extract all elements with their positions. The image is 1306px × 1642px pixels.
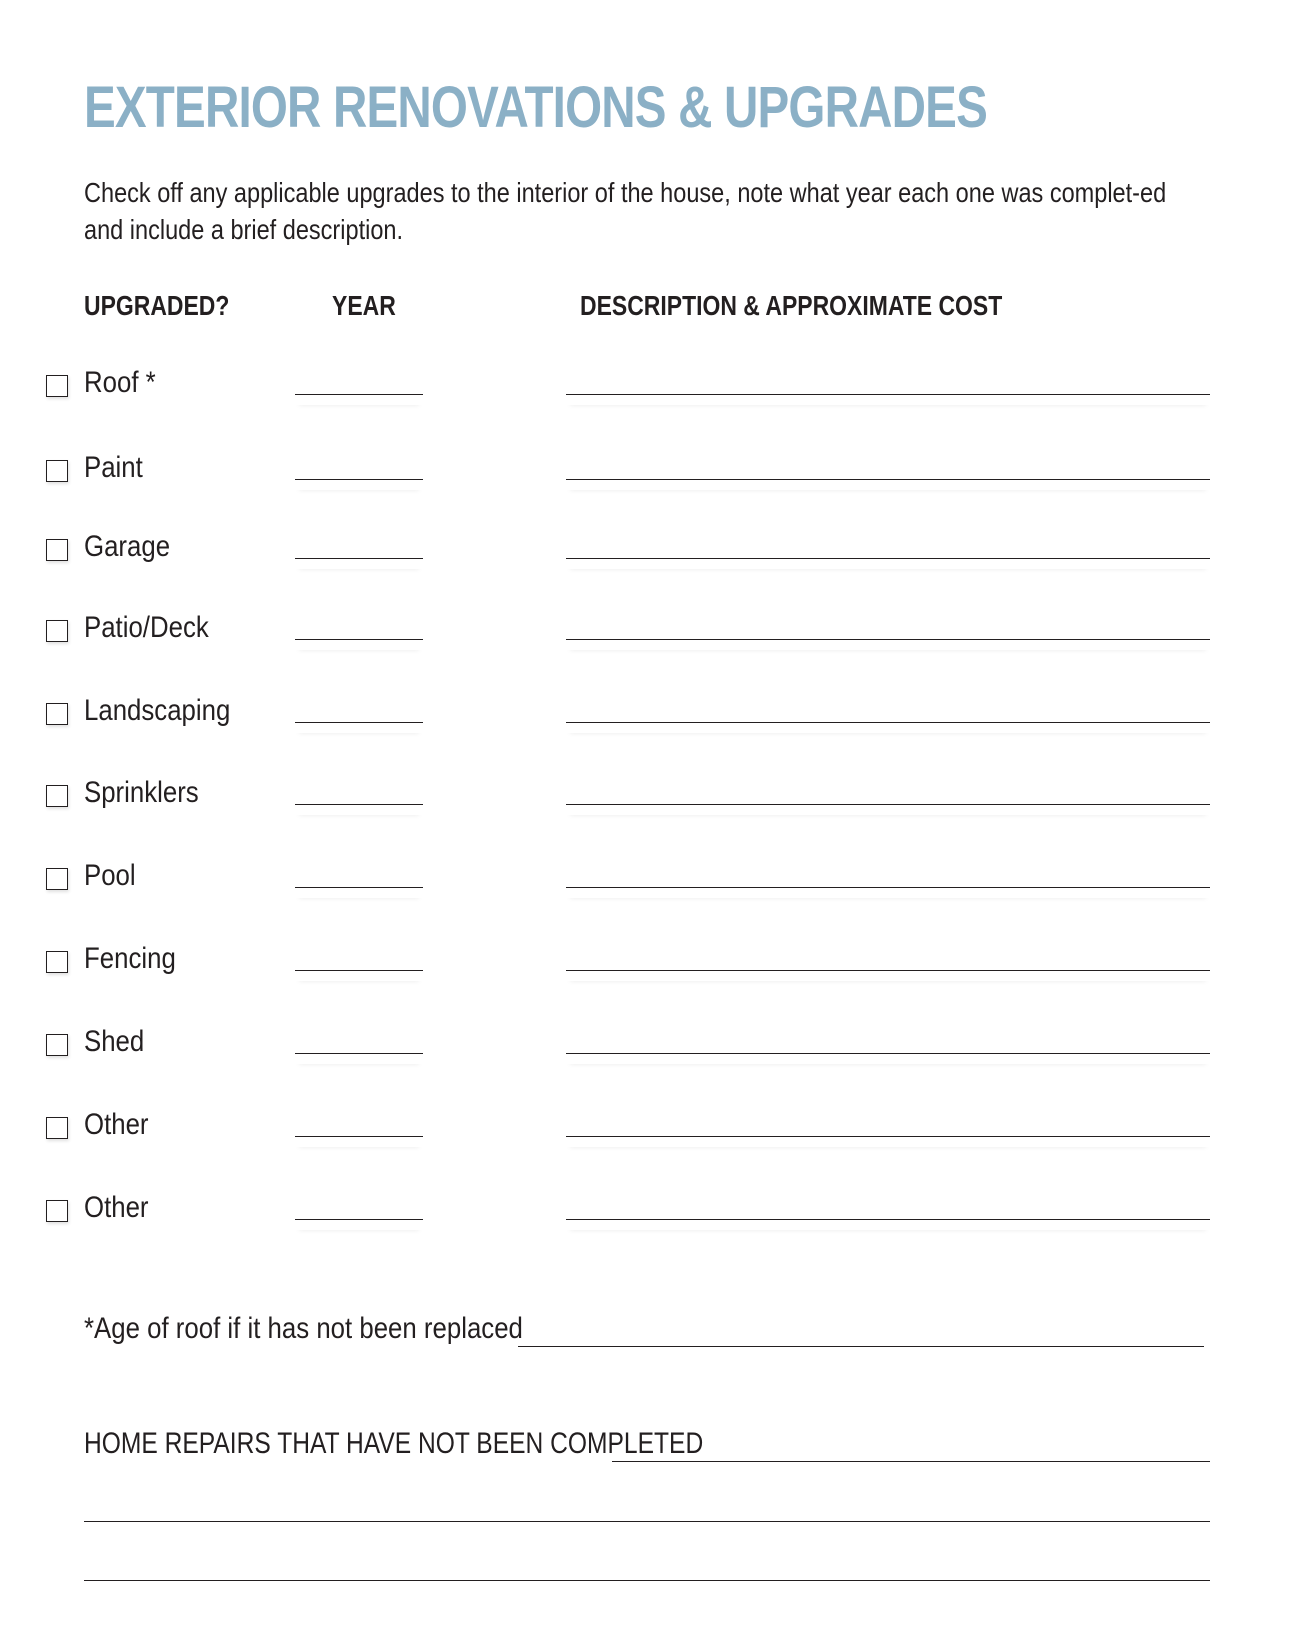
description-input-line[interactable]: [566, 970, 1210, 981]
roof-age-label: *Age of roof if it has not been replaced: [84, 1312, 523, 1345]
incomplete-repairs-label: HOME REPAIRS THAT HAVE NOT BEEN COMPLETED: [84, 1427, 704, 1460]
year-input-line[interactable]: [295, 887, 423, 898]
year-input-line[interactable]: [295, 970, 423, 981]
description-input-line[interactable]: [566, 479, 1210, 490]
upgrade-row-sprinklers: [0, 774, 1306, 824]
upgrade-label: Paint: [84, 451, 143, 484]
column-header-description: DESCRIPTION & APPROXIMATE COST: [580, 290, 1003, 321]
upgrade-row-other-1: [0, 1106, 1306, 1156]
upgrade-label: Roof *: [84, 366, 156, 399]
upgrade-row-other-2: [0, 1189, 1306, 1239]
upgrade-label: Fencing: [84, 942, 176, 975]
roof-age-input-line[interactable]: [518, 1346, 1204, 1347]
upgrade-label: Garage: [84, 530, 171, 563]
incomplete-repairs-input-line-3[interactable]: [84, 1580, 1210, 1581]
year-input-line[interactable]: [295, 1136, 423, 1147]
patio-deck-checkbox[interactable]: [46, 620, 68, 642]
year-input-line[interactable]: [295, 1219, 423, 1230]
column-header-upgraded: UPGRADED?: [84, 290, 230, 321]
upgrade-label: Pool: [84, 859, 136, 892]
garage-checkbox[interactable]: [46, 539, 68, 561]
description-input-line[interactable]: [566, 1219, 1210, 1230]
upgrade-row-fencing: [0, 940, 1306, 990]
year-input-line[interactable]: [295, 639, 423, 650]
pool-checkbox[interactable]: [46, 868, 68, 890]
year-input-line[interactable]: [295, 558, 423, 569]
sprinklers-checkbox[interactable]: [46, 785, 68, 807]
roof-age-field: [84, 1312, 1210, 1352]
upgrade-row-landscaping: [0, 692, 1306, 742]
roof-checkbox[interactable]: [46, 375, 68, 397]
upgrade-row-garage: [0, 528, 1306, 578]
upgrade-label: Other: [84, 1108, 149, 1141]
other-1-checkbox[interactable]: [46, 1117, 68, 1139]
paint-checkbox[interactable]: [46, 460, 68, 482]
description-input-line[interactable]: [566, 1053, 1210, 1064]
incomplete-repairs-input-line[interactable]: [612, 1461, 1210, 1462]
upgrade-row-pool: [0, 857, 1306, 907]
upgrade-label: Landscaping: [84, 694, 231, 727]
fencing-checkbox[interactable]: [46, 951, 68, 973]
year-input-line[interactable]: [295, 804, 423, 815]
upgrade-row-paint: [0, 449, 1306, 499]
description-input-line[interactable]: [566, 887, 1210, 898]
upgrade-label: Patio/Deck: [84, 611, 209, 644]
description-input-line[interactable]: [566, 1136, 1210, 1147]
upgrade-label: Sprinklers: [84, 776, 199, 809]
upgrade-label: Other: [84, 1191, 149, 1224]
upgrade-row-roof: [0, 364, 1306, 414]
incomplete-repairs-field: [84, 1427, 1210, 1467]
column-header-year: YEAR: [332, 290, 396, 321]
incomplete-repairs-input-line-2[interactable]: [84, 1521, 1210, 1522]
shed-checkbox[interactable]: [46, 1034, 68, 1056]
year-input-line[interactable]: [295, 722, 423, 733]
instructions-text: Check off any applicable upgrades to the interior of the house, note what year each one was complet-ed and include a brief description.: [84, 177, 1167, 245]
year-input-line[interactable]: [295, 394, 423, 405]
description-input-line[interactable]: [566, 394, 1210, 405]
description-input-line[interactable]: [566, 722, 1210, 733]
description-input-line[interactable]: [566, 804, 1210, 815]
year-input-line[interactable]: [295, 1053, 423, 1064]
page-title: EXTERIOR RENOVATIONS & UPGRADES: [84, 75, 987, 140]
description-input-line[interactable]: [566, 558, 1210, 569]
year-input-line[interactable]: [295, 479, 423, 490]
other-2-checkbox[interactable]: [46, 1200, 68, 1222]
upgrade-row-patio-deck: [0, 609, 1306, 659]
description-input-line[interactable]: [566, 639, 1210, 650]
landscaping-checkbox[interactable]: [46, 703, 68, 725]
upgrade-row-shed: [0, 1023, 1306, 1073]
upgrade-label: Shed: [84, 1025, 145, 1058]
